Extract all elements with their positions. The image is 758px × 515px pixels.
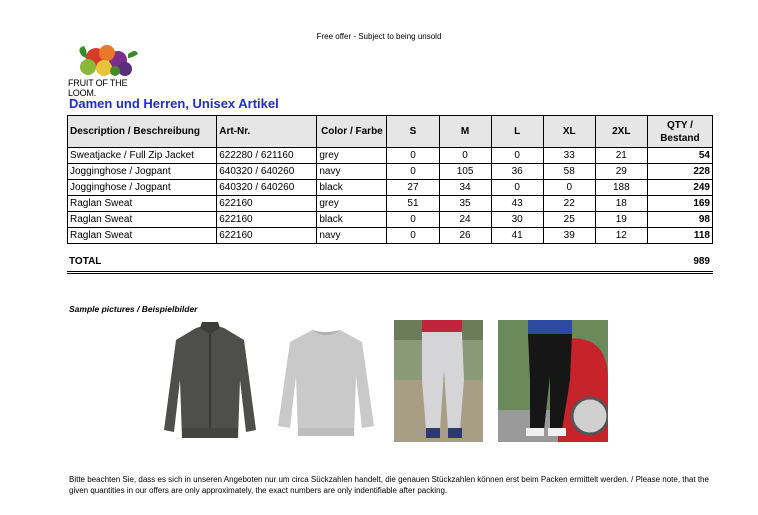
table-header-row bbox=[68, 116, 713, 148]
cell-m: 35 bbox=[439, 196, 491, 212]
cell-qty: 228 bbox=[647, 164, 712, 180]
cell-2xl: 188 bbox=[595, 180, 647, 196]
cell-color: navy bbox=[317, 164, 387, 180]
black-jogpant-picture bbox=[498, 320, 608, 442]
cell-2xl: 18 bbox=[595, 196, 647, 212]
cell-l: 41 bbox=[491, 228, 543, 244]
cell-m: 105 bbox=[439, 164, 491, 180]
cell-art-nr: 622160 bbox=[217, 228, 317, 244]
col-xl: XL bbox=[543, 116, 595, 148]
col-2xl: 2XL bbox=[595, 116, 647, 148]
cell-l: 30 bbox=[491, 212, 543, 228]
fruit-logo-icon bbox=[68, 40, 148, 80]
cell-2xl: 12 bbox=[595, 228, 647, 244]
cell-qty: 118 bbox=[647, 228, 712, 244]
total-row bbox=[67, 253, 713, 274]
col-art-nr: Art-Nr. bbox=[217, 116, 317, 148]
cell-description: Jogginghose / Jogpant bbox=[68, 164, 217, 180]
cell-xl: 58 bbox=[543, 164, 595, 180]
cell-xl: 0 bbox=[543, 180, 595, 196]
cell-description: Sweatjacke / Full Zip Jacket bbox=[68, 148, 217, 164]
cell-art-nr: 640320 / 640260 bbox=[217, 164, 317, 180]
cell-description: Raglan Sweat bbox=[68, 196, 217, 212]
table-row bbox=[68, 196, 713, 212]
cell-description: Raglan Sweat bbox=[68, 228, 217, 244]
cell-color: black bbox=[317, 212, 387, 228]
table-row bbox=[68, 148, 713, 164]
offer-notice: Free offer - Subject to being unsold bbox=[316, 32, 442, 41]
cell-xl: 22 bbox=[543, 196, 595, 212]
fruit-of-the-loom-logo bbox=[68, 40, 148, 98]
logo-text: FRUIT OF THE LOOM. bbox=[68, 78, 128, 98]
cell-m: 0 bbox=[439, 148, 491, 164]
grey-jogpant-picture bbox=[394, 320, 483, 442]
cell-m: 24 bbox=[439, 212, 491, 228]
inventory-table bbox=[67, 115, 713, 244]
total-value: 989 bbox=[693, 256, 710, 267]
cell-description: Raglan Sweat bbox=[68, 212, 217, 228]
cell-xl: 33 bbox=[543, 148, 595, 164]
cell-art-nr: 622160 bbox=[217, 212, 317, 228]
total-label: TOTAL bbox=[69, 256, 102, 267]
cell-2xl: 19 bbox=[595, 212, 647, 228]
table-row bbox=[68, 212, 713, 228]
sweat-jacket-picture bbox=[160, 320, 260, 442]
cell-qty: 169 bbox=[647, 196, 712, 212]
col-description: Description / Beschreibung bbox=[68, 116, 217, 148]
cell-m: 26 bbox=[439, 228, 491, 244]
cell-color: grey bbox=[317, 196, 387, 212]
cell-color: black bbox=[317, 180, 387, 196]
cell-art-nr: 640320 / 640260 bbox=[217, 180, 317, 196]
col-m: M bbox=[439, 116, 491, 148]
col-color: Color / Farbe bbox=[317, 116, 387, 148]
table-row bbox=[68, 180, 713, 196]
quantity-note: Bitte beachten Sie, dass es sich in unseren Angeboten nur um circa Sückzahlen handelt, die genauen Stückzahlen können erst beim Packen ermittelt werden. / Please note, that the given quantities in our offers are only approximately, the exact numbers are only indentifiable after packing. bbox=[69, 475, 709, 495]
col-qty: QTY / Bestand bbox=[647, 116, 712, 148]
cell-l: 36 bbox=[491, 164, 543, 180]
raglan-sweat-picture bbox=[274, 320, 378, 442]
cell-color: navy bbox=[317, 228, 387, 244]
cell-qty: 249 bbox=[647, 180, 712, 196]
cell-s: 0 bbox=[387, 148, 439, 164]
cell-color: grey bbox=[317, 148, 387, 164]
cell-s: 0 bbox=[387, 212, 439, 228]
page-title: Damen und Herren, Unisex Artikel bbox=[69, 96, 279, 111]
cell-description: Jogginghose / Jogpant bbox=[68, 180, 217, 196]
cell-art-nr: 622280 / 621160 bbox=[217, 148, 317, 164]
cell-s: 0 bbox=[387, 164, 439, 180]
table-row bbox=[68, 228, 713, 244]
cell-s: 0 bbox=[387, 228, 439, 244]
cell-s: 27 bbox=[387, 180, 439, 196]
cell-2xl: 29 bbox=[595, 164, 647, 180]
cell-qty: 98 bbox=[647, 212, 712, 228]
col-l: L bbox=[491, 116, 543, 148]
cell-xl: 39 bbox=[543, 228, 595, 244]
cell-l: 0 bbox=[491, 180, 543, 196]
cell-xl: 25 bbox=[543, 212, 595, 228]
cell-art-nr: 622160 bbox=[217, 196, 317, 212]
cell-l: 0 bbox=[491, 148, 543, 164]
cell-m: 34 bbox=[439, 180, 491, 196]
cell-s: 51 bbox=[387, 196, 439, 212]
col-s: S bbox=[387, 116, 439, 148]
cell-qty: 54 bbox=[647, 148, 712, 164]
cell-2xl: 21 bbox=[595, 148, 647, 164]
table-row bbox=[68, 164, 713, 180]
cell-l: 43 bbox=[491, 196, 543, 212]
samples-label: Sample pictures / Beispielbilder bbox=[69, 304, 198, 314]
